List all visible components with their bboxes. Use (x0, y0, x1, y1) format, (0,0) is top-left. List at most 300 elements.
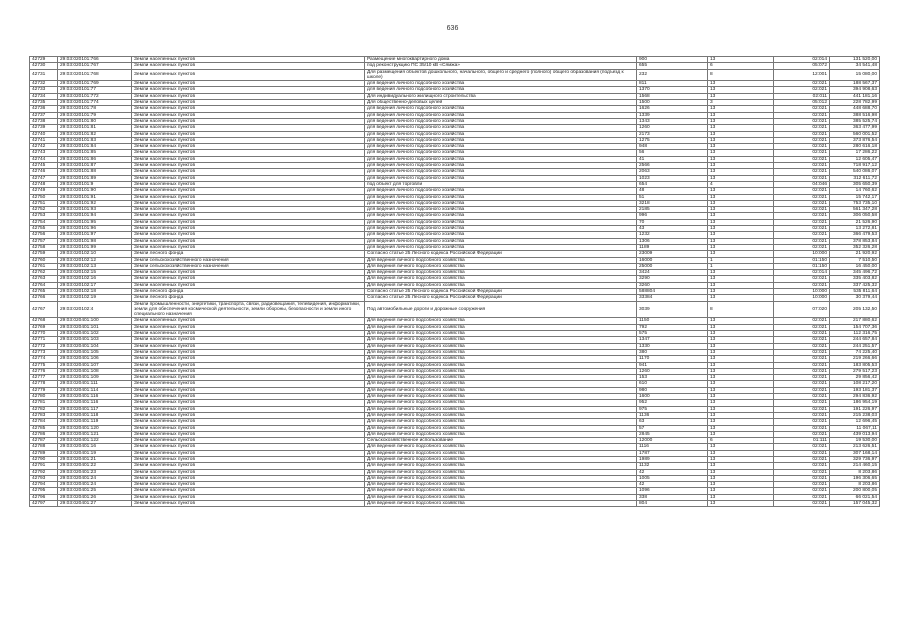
use-code-cell: 02:021 (774, 232, 830, 238)
cadastral-number-cell: 29:03:020401:101 (58, 324, 132, 330)
use-code-cell: 02:021 (774, 412, 830, 418)
cadastral-number-cell: 29:03:020102:12 (58, 257, 132, 263)
permitted-use-cell: Для ведения личного подсобного хозяйства (365, 282, 637, 288)
group-number-cell: 13 (708, 488, 774, 494)
permitted-use-cell: Для ведения личного подсобного хозяйства (365, 318, 637, 324)
area-cell: 48 (637, 188, 708, 194)
area-cell: 804 (637, 501, 708, 507)
area-cell: 42 (637, 469, 708, 475)
cadastral-value-cell: 394 908,63 (830, 87, 880, 93)
use-code-cell: 02:021 (774, 318, 830, 324)
permitted-use-cell: Для ведения личного подсобного хозяйства (365, 387, 637, 393)
area-cell: 948 (637, 144, 708, 150)
row-number-cell: 42778 (30, 381, 58, 387)
permitted-use-cell: для ведения личного подсобного хозяйства (365, 125, 637, 131)
group-number-cell: 13 (708, 200, 774, 206)
area-cell: 1787 (637, 450, 708, 456)
row-number-cell: 42756 (30, 232, 58, 238)
land-category-cell: Земли населенных пунктов (132, 163, 365, 169)
use-code-cell: 02:021 (774, 381, 830, 387)
land-category-cell: Земли населенных пунктов (132, 368, 365, 374)
permitted-use-cell: Согласно статье 25 Лесного кодекса Российской Федерации (365, 288, 637, 294)
permitted-use-cell: Для ведения личного подсобного хозяйства (365, 324, 637, 330)
area-cell: 1370 (637, 87, 708, 93)
cadastral-number-cell: 29:03:020401:105 (58, 349, 132, 355)
row-number-cell: 42784 (30, 419, 58, 425)
land-category-cell: Земли населенных пунктов (132, 362, 365, 368)
group-number-cell: 13 (708, 482, 774, 488)
land-category-cell: Земли населенных пунктов (132, 125, 365, 131)
cadastral-value-cell: 15 080,00 (830, 69, 880, 81)
use-code-cell: 02:021 (774, 343, 830, 349)
cadastral-value-cell: 352 326,28 (830, 244, 880, 250)
permitted-use-cell: для ведения личного подсобного хозяйства (365, 244, 637, 250)
use-code-cell: 02:014 (774, 57, 830, 63)
permitted-use-cell: Для ведения личного подсобного хозяйства (365, 406, 637, 412)
area-cell: 1189 (637, 244, 708, 250)
area-cell: 25000 (637, 263, 708, 269)
group-number-cell: 13 (708, 375, 774, 381)
use-code-cell: 02:021 (774, 188, 830, 194)
cadastral-number-cell: 29:03:020101:87 (58, 163, 132, 169)
cadastral-number-cell: 29:03:020102:19 (58, 295, 132, 301)
permitted-use-cell: для ведения личного подсобного хозяйства (365, 81, 637, 87)
land-category-cell: Земли населенных пунктов (132, 156, 365, 162)
use-code-cell: 02:021 (774, 226, 830, 232)
cadastral-number-cell: 29:03:020101:93 (58, 207, 132, 213)
area-cell: 655 (637, 63, 708, 69)
use-code-cell: 02:021 (774, 125, 830, 131)
permitted-use-cell: Для индивидуального жилищного строительства (365, 93, 637, 99)
group-number-cell: 13 (708, 501, 774, 507)
land-category-cell: Земли населенных пунктов (132, 57, 365, 63)
group-number-cell: 13 (708, 400, 774, 406)
table-row (30, 301, 880, 318)
permitted-use-cell: Размещение многоквартирного дома (365, 57, 637, 63)
row-number-cell: 42782 (30, 406, 58, 412)
cadastral-value-cell: 196 306,65 (830, 475, 880, 481)
cadastral-value-cell: 29 856,42 (830, 375, 880, 381)
permitted-use-cell: Для ведения личного подсобного хозяйства (365, 494, 637, 500)
group-number-cell: 6 (708, 63, 774, 69)
area-cell: 56 (637, 150, 708, 156)
land-category-cell: Земли населенных пунктов (132, 431, 365, 437)
area-cell: 588804 (637, 288, 708, 294)
land-category-cell: Земли населенных пунктов (132, 194, 365, 200)
row-number-cell: 42743 (30, 150, 58, 156)
area-cell: 1347 (637, 337, 708, 343)
area-cell: 1260 (637, 125, 708, 131)
permitted-use-cell: Для размещения объектов дошкольного, начального, общего и среднего (полного) общего образования (подъезд к школе) (365, 69, 637, 81)
group-number-cell: 13 (708, 368, 774, 374)
row-number-cell: 42744 (30, 156, 58, 162)
permitted-use-cell: для ведения личного подсобного хозяйства (365, 226, 637, 232)
group-number-cell: 13 (708, 469, 774, 475)
area-cell: 996 (637, 213, 708, 219)
group-number-cell: 13 (708, 362, 774, 368)
land-category-cell: Земли населенных пунктов (132, 482, 365, 488)
area-cell: 900 (637, 57, 708, 63)
cadastral-number-cell: 29:03:020401:19 (58, 450, 132, 456)
use-code-cell: 05:012 (774, 100, 830, 106)
area-cell: 43 (637, 226, 708, 232)
row-number-cell: 42732 (30, 81, 58, 87)
use-code-cell: 02:021 (774, 331, 830, 337)
area-cell: 1343 (637, 118, 708, 124)
cadastral-number-cell: 29:03:020101:95 (58, 219, 132, 225)
group-number-cell: 8 (708, 301, 774, 318)
row-number-cell: 42773 (30, 349, 58, 355)
row-number-cell: 42774 (30, 356, 58, 362)
cadastral-number-cell: 29:03:020101:99 (58, 244, 132, 250)
land-category-cell: Земли населенных пунктов (132, 219, 365, 225)
use-code-cell: 02:021 (774, 244, 830, 250)
use-code-cell: 07:020 (774, 301, 830, 318)
group-number-cell: 13 (708, 87, 774, 93)
use-code-cell: 02:021 (774, 394, 830, 400)
use-code-cell: 02:021 (774, 450, 830, 456)
use-code-cell: 02:014 (774, 270, 830, 276)
permitted-use-cell: для ведения личного подсобного хозяйства (365, 207, 637, 213)
use-code-cell: 02:021 (774, 207, 830, 213)
row-number-cell: 42792 (30, 469, 58, 475)
group-number-cell: 13 (708, 106, 774, 112)
row-number-cell: 42771 (30, 337, 58, 343)
cadastral-value-cell: 305 650,39 (830, 181, 880, 187)
row-number-cell: 42757 (30, 238, 58, 244)
cadastral-value-cell: 21 920,92 (830, 251, 880, 257)
group-number-cell: 13 (708, 387, 774, 393)
cadastral-number-cell: 29:03:020401:116 (58, 394, 132, 400)
group-number-cell: 13 (708, 331, 774, 337)
area-cell: 941 (637, 362, 708, 368)
cadastral-value-cell: 228 782,99 (830, 100, 880, 106)
land-category-cell: Земли населенных пунктов (132, 343, 365, 349)
land-category-cell: Земли населенных пунктов (132, 207, 365, 213)
permitted-use-cell: для ведения личного подсобного хозяйства (365, 219, 637, 225)
row-number-cell: 42776 (30, 368, 58, 374)
land-category-cell: Земли населенных пунктов (132, 469, 365, 475)
use-code-cell: 02:021 (774, 137, 830, 143)
group-number-cell: 13 (708, 194, 774, 200)
cadastral-value-cell: 200 800,05 (830, 488, 880, 494)
cadastral-value-cell: 74 225,40 (830, 349, 880, 355)
cadastral-number-cell: 29:03:020401:104 (58, 343, 132, 349)
land-category-cell: Земли населенных пунктов (132, 356, 365, 362)
group-number-cell: 6 (708, 438, 774, 444)
use-code-cell: 02:021 (774, 406, 830, 412)
row-number-cell: 42736 (30, 106, 58, 112)
use-code-cell: 02:021 (774, 175, 830, 181)
area-cell: 41 (637, 156, 708, 162)
group-number-cell: 13 (708, 169, 774, 175)
land-category-cell: Земли населенных пунктов (132, 337, 365, 343)
permitted-use-cell: Для ведения личного подсобного хозяйства (365, 343, 637, 349)
area-cell: 232 (637, 69, 708, 81)
cadastral-number-cell: 29:03:020101:86 (58, 156, 132, 162)
row-number-cell: 42738 (30, 118, 58, 124)
group-number-cell: 1 (708, 257, 774, 263)
permitted-use-cell: Для ведения личного подсобного хозяйства (365, 488, 637, 494)
cadastral-number-cell: 29:03:020401:114 (58, 387, 132, 393)
permitted-use-cell: Для ведения личного подсобного хозяйства (365, 394, 637, 400)
group-number-cell: 13 (708, 406, 774, 412)
row-number-cell: 42787 (30, 438, 58, 444)
cadastral-value-cell: 244 657,84 (830, 337, 880, 343)
permitted-use-cell: Для ведения личного подсобного хозяйства (365, 356, 637, 362)
group-number-cell: 13 (708, 295, 774, 301)
group-number-cell: 13 (708, 381, 774, 387)
group-number-cell: 13 (708, 137, 774, 143)
group-number-cell: 13 (708, 251, 774, 257)
use-code-cell: 02:021 (774, 375, 830, 381)
area-cell: 654 (637, 181, 708, 187)
cadastral-value-cell: 66 021,54 (830, 494, 880, 500)
cadastral-value-cell: 378 853,84 (830, 238, 880, 244)
row-number-cell: 42747 (30, 175, 58, 181)
area-cell: 811 (637, 81, 708, 87)
permitted-use-cell: Для ведения личного подсобного хозяйства (365, 419, 637, 425)
permitted-use-cell: для ведения личного подсобного хозяйства (365, 118, 637, 124)
area-cell: 3039 (637, 301, 708, 318)
permitted-use-cell: Для ведения личного подсобного хозяйства (365, 375, 637, 381)
permitted-use-cell: Для ведения личного подсобного хозяйства (365, 337, 637, 343)
cadastral-value-cell: 213 626,51 (830, 444, 880, 450)
row-number-cell: 42752 (30, 207, 58, 213)
area-cell: 1170 (637, 356, 708, 362)
cadastral-number-cell: 29:03:020401:26 (58, 494, 132, 500)
cadastral-value-cell: 753 735,10 (830, 200, 880, 206)
permitted-use-cell: Для ведения личного подсобного хозяйства (365, 368, 637, 374)
row-number-cell: 42762 (30, 270, 58, 276)
cadastral-number-cell: 29:03:020401:16 (58, 444, 132, 450)
cadastral-number-cell: 29:03:020101:89 (58, 175, 132, 181)
cadastral-value-cell: 306 050,58 (830, 213, 880, 219)
cadastral-number-cell: 29:03:020401:27 (58, 501, 132, 507)
cadastral-value-cell: 12 605,47 (830, 156, 880, 162)
row-number-cell: 42793 (30, 475, 58, 481)
cadastral-number-cell: 29:03:020101:772 (58, 93, 132, 99)
land-category-cell: Земли населенных пунктов (132, 400, 365, 406)
cadastral-value-cell: 183 805,53 (830, 362, 880, 368)
row-number-cell: 42766 (30, 295, 58, 301)
cadastral-value-cell: 439 013,94 (830, 431, 880, 437)
cadastral-number-cell: 29:03:020101:769 (58, 81, 132, 87)
use-code-cell: 02:021 (774, 482, 830, 488)
permitted-use-cell: для ведения личного подсобного хозяйства (365, 106, 637, 112)
area-cell: 1260 (637, 368, 708, 374)
cadastral-value-cell: 219 266,66 (830, 356, 880, 362)
cadastral-number-cell: 29:03:020401:111 (58, 381, 132, 387)
use-code-cell: 02:021 (774, 106, 830, 112)
use-code-cell: 02:021 (774, 457, 830, 463)
cadastral-value-cell: 307 168,14 (830, 450, 880, 456)
cadastral-value-cell: 294 836,92 (830, 394, 880, 400)
cadastral-number-cell: 29:03:020101:92 (58, 200, 132, 206)
row-number-cell: 42767 (30, 301, 58, 318)
cadastral-value-cell: 34 541,48 (830, 63, 880, 69)
row-number-cell: 42765 (30, 288, 58, 294)
area-cell: 3290 (637, 276, 708, 282)
cadastral-number-cell: 29:03:020101:79 (58, 112, 132, 118)
land-category-cell: Земли населенных пунктов (132, 87, 365, 93)
use-code-cell: 02:021 (774, 469, 830, 475)
cadastral-number-cell: 29:03:020101:84 (58, 144, 132, 150)
group-number-cell: 13 (708, 81, 774, 87)
permitted-use-cell: Для ведения личного подсобного хозяйства (365, 469, 637, 475)
group-number-cell: 13 (708, 219, 774, 225)
row-number-cell: 42753 (30, 213, 58, 219)
use-code-cell: 02:021 (774, 200, 830, 206)
land-category-cell: Земли населенных пунктов (132, 494, 365, 500)
land-category-cell: Земли населенных пунктов (132, 270, 365, 276)
cadastral-number-cell: 29:03:020401:24 (58, 482, 132, 488)
use-code-cell: 02:021 (774, 324, 830, 330)
use-code-cell: 02:021 (774, 387, 830, 393)
cadastral-value-cell: 329 736,97 (830, 457, 880, 463)
area-cell: 1116 (637, 444, 708, 450)
use-code-cell: 02:021 (774, 276, 830, 282)
permitted-use-cell: Согласно статье 25 Лесного кодекса Российской Федерации (365, 295, 637, 301)
cadastral-number-cell: 29:03:020101:767 (58, 63, 132, 69)
area-cell: 2185 (637, 207, 708, 213)
permitted-use-cell: Для ведения личного подсобного хозяйства (365, 263, 637, 269)
group-number-cell: 13 (708, 349, 774, 355)
area-cell: 980 (637, 387, 708, 393)
cadastral-value-cell: 217 880,62 (830, 318, 880, 324)
table-row (30, 501, 880, 507)
area-cell: 1568 (637, 93, 708, 99)
cadastral-value-cell: 14 760,62 (830, 188, 880, 194)
cadastral-value-cell: 385 525,74 (830, 118, 880, 124)
land-category-cell: Земли населенных пунктов (132, 387, 365, 393)
cadastral-value-cell: 366 479,53 (830, 232, 880, 238)
permitted-use-cell: для ведения личного подсобного хозяйства (365, 150, 637, 156)
use-code-cell: 12:001 (774, 69, 830, 81)
land-category-cell: Земли населенных пунктов (132, 188, 365, 194)
permitted-use-cell: для ведения личного подсобного хозяйства (365, 163, 637, 169)
cadastral-value-cell: 279 517,23 (830, 368, 880, 374)
cadastral-value-cell: 388 516,98 (830, 112, 880, 118)
permitted-use-cell: Для ведения личного подсобного хозяйства (365, 381, 637, 387)
group-number-cell: 13 (708, 450, 774, 456)
land-category-cell: Земли населенных пунктов (132, 349, 365, 355)
row-number-cell: 42768 (30, 318, 58, 324)
cadastral-number-cell: 29:03:020101:768 (58, 69, 132, 81)
land-category-cell: Земли населенных пунктов (132, 169, 365, 175)
row-number-cell: 42751 (30, 200, 58, 206)
area-cell: 33384 (637, 295, 708, 301)
cadastral-number-cell: 29:03:020101:85 (58, 150, 132, 156)
permitted-use-cell: для ведения личного подсобного хозяйства (365, 112, 637, 118)
area-cell: 610 (637, 381, 708, 387)
cadastral-number-cell: 29:03:020102:13 (58, 263, 132, 269)
cadastral-value-cell: 441 181,16 (830, 93, 880, 99)
area-cell: 1096 (637, 488, 708, 494)
use-code-cell: 02:021 (774, 494, 830, 500)
area-cell: 42 (637, 482, 708, 488)
permitted-use-cell: для ведения личного подсобного хозяйства (365, 175, 637, 181)
area-cell: 1989 (637, 457, 708, 463)
cadastral-value-cell: 8 203,86 (830, 469, 880, 475)
row-number-cell: 42783 (30, 412, 58, 418)
row-number-cell: 42742 (30, 144, 58, 150)
permitted-use-cell: Для ведения личного подсобного хозяйства (365, 362, 637, 368)
use-code-cell: 02:021 (774, 144, 830, 150)
area-cell: 975 (637, 406, 708, 412)
use-code-cell: 02:021 (774, 118, 830, 124)
group-number-cell: 13 (708, 57, 774, 63)
cadastral-number-cell: 29:03:020401:103 (58, 337, 132, 343)
area-cell: 1132 (637, 463, 708, 469)
group-number-cell: 13 (708, 207, 774, 213)
land-category-cell: Земли населенных пунктов (132, 175, 365, 181)
group-number-cell: 13 (708, 270, 774, 276)
cadastral-number-cell: 29:03:020401:116 (58, 400, 132, 406)
cadastral-value-cell: 17 286,22 (830, 150, 880, 156)
cadastral-value-cell: 112 316,75 (830, 331, 880, 337)
group-number-cell: 13 (708, 282, 774, 288)
use-code-cell: 01:150 (774, 257, 830, 263)
area-cell: 1600 (637, 394, 708, 400)
area-cell: 575 (637, 331, 708, 337)
row-number-cell: 42760 (30, 257, 58, 263)
cadastral-number-cell: 29:03:020401:102 (58, 331, 132, 337)
permitted-use-cell: Для ведения личного подсобного хозяйства (365, 331, 637, 337)
row-number-cell: 42780 (30, 394, 58, 400)
use-code-cell: 02:021 (774, 501, 830, 507)
land-category-cell: Земли населенных пунктов (132, 150, 365, 156)
group-number-cell: 13 (708, 425, 774, 431)
land-category-cell: Земли населенных пунктов (132, 412, 365, 418)
group-number-cell: 13 (708, 457, 774, 463)
permitted-use-cell: Для ведения личного подсобного хозяйства (365, 412, 637, 418)
row-number-cell: 42759 (30, 251, 58, 257)
cadastral-number-cell: 29:03:020101:90 (58, 188, 132, 194)
cadastral-number-cell: 29:03:020101:80 (58, 118, 132, 124)
land-category-cell: Земли населенных пунктов (132, 331, 365, 337)
use-code-cell: 02:021 (774, 444, 830, 450)
group-number-cell: 13 (708, 337, 774, 343)
cadastral-number-cell: 29:03:020401:122 (58, 438, 132, 444)
cadastral-number-cell: 29:03:020102:4 (58, 301, 132, 318)
use-code-cell: 02:021 (774, 87, 830, 93)
area-cell: 1005 (637, 475, 708, 481)
land-category-cell: Земли населенных пунктов (132, 425, 365, 431)
area-cell: 23009 (637, 251, 708, 257)
cadastral-value-cell: 337 425,32 (830, 282, 880, 288)
permitted-use-cell: Для ведения личного подсобного хозяйства (365, 457, 637, 463)
permitted-use-cell: Для общественно-деловых целей (365, 100, 637, 106)
use-code-cell: 02:021 (774, 156, 830, 162)
area-cell: 12000 (637, 438, 708, 444)
row-number-cell: 42730 (30, 63, 58, 69)
cadastral-number-cell: 29:03:020101:96 (58, 226, 132, 232)
group-number-cell: 13 (708, 188, 774, 194)
table-row (30, 69, 880, 81)
land-category-cell: Земли сельскохозяйственного назначения (132, 257, 365, 263)
row-number-cell: 42789 (30, 450, 58, 456)
area-cell: 2063 (637, 169, 708, 175)
land-category-cell: Земли населенных пунктов (132, 181, 365, 187)
use-code-cell: 02:021 (774, 213, 830, 219)
permitted-use-cell: Для ведения личного подсобного хозяйства (365, 276, 637, 282)
area-cell: 380 (637, 349, 708, 355)
permitted-use-cell: Для ведения личного подсобного хозяйства (365, 501, 637, 507)
cadastral-value-cell: 191 226,97 (830, 406, 880, 412)
land-category-cell: Земли населенных пунктов (132, 463, 365, 469)
area-cell: 153 (637, 375, 708, 381)
